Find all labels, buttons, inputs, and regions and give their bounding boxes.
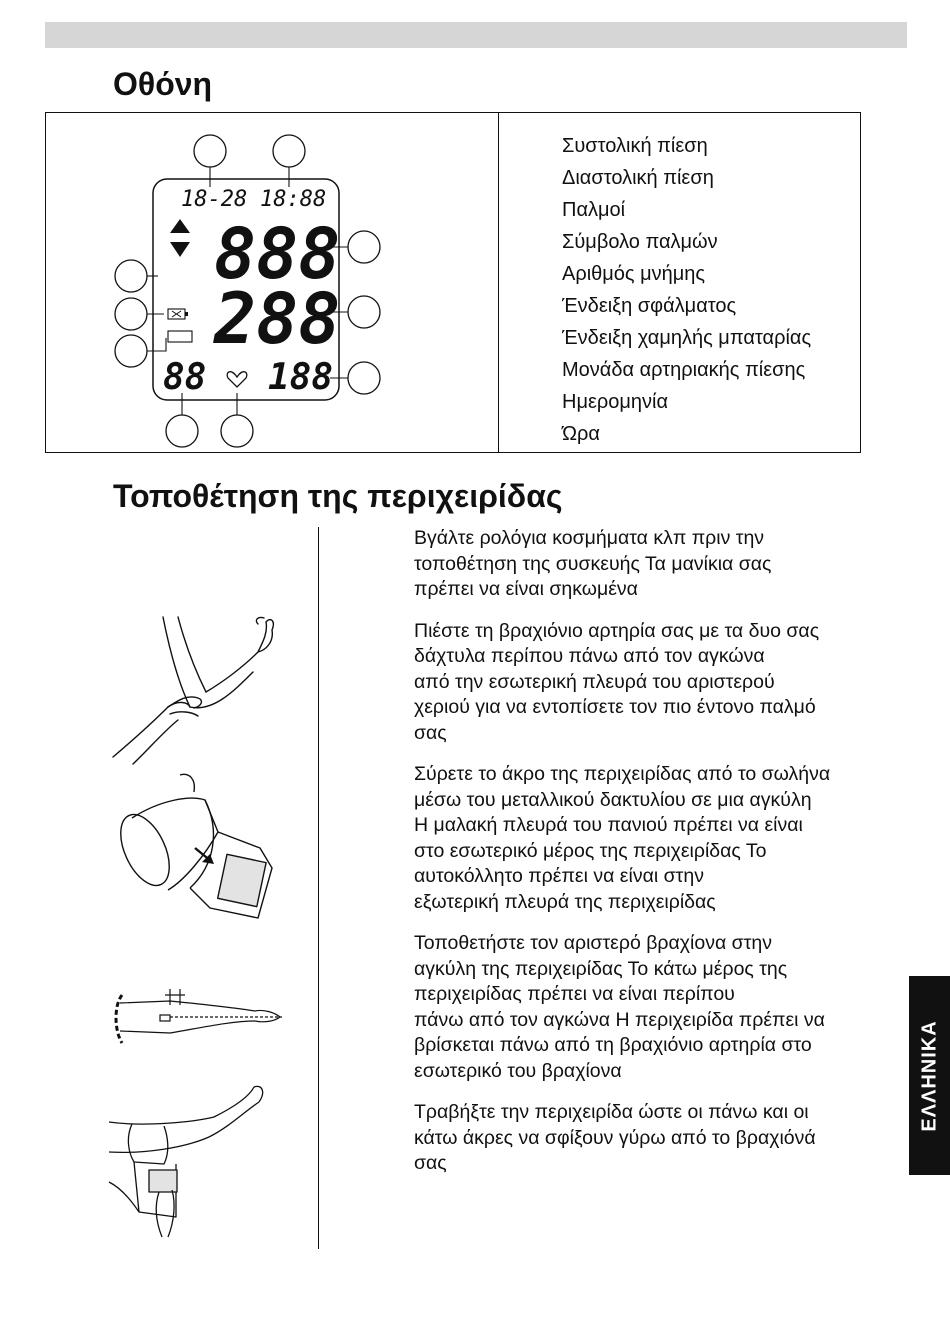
instruction-step: Τοποθετήστε τον αριστερό βραχίονα στην αγκύλη της περιχειρίδας Το κάτω μέρος της περιχειρίδας πρέπει να είναι περίπου πάνω από τον αγκώνα Η περιχειρίδα πρέπει να βρίσκεται πάνω από τη βραχιόνιο αρτηρία στο εσωτερικό του βραχίονα: [414, 932, 825, 1082]
instruction-step: Τραβήξτε την περιχειρίδα ώστε οι πάνω και οι κάτω άκρες να σφίξουν γύρω από το βραχιόνά σας: [414, 1101, 816, 1174]
legend-item: Ένδειξη χαμηλής μπαταρίας: [562, 327, 812, 349]
callout-circle: [115, 335, 147, 367]
callout-circle: [221, 415, 253, 447]
legend-item: Σύμβολο παλμών: [562, 231, 718, 253]
language-tab-label: ΕΛΛΗΝΙΚΑ: [918, 1019, 940, 1132]
legend-item: Παλμοί: [562, 199, 626, 221]
callout-circle: [348, 231, 380, 263]
legend-item: Ένδειξη σφάλματος: [562, 295, 737, 317]
error-battery-icon: [168, 309, 188, 319]
callout-circle: [194, 135, 226, 167]
lcd-pulse-digits: 188: [268, 357, 334, 398]
lcd-systolic-digits: 888: [214, 213, 341, 295]
instruction-step: Βγάλτε ρολόγια κοσμήματα κλπ πριν την τοποθέτηση της συσκευής Τα μανίκια σας πρέπει να είναι σηκωμένα: [414, 527, 772, 600]
column-divider: [318, 527, 319, 1249]
section-title-cuff: Τοποθέτηση της περιχειρίδας: [113, 478, 563, 514]
down-arrow-icon: [170, 242, 190, 257]
cuff-ring-illustration: [110, 770, 290, 920]
callout-circle: [348, 362, 380, 394]
callout-circle: [115, 260, 147, 292]
instruction-step: Πιέστε τη βραχιόνιο αρτηρία σας με τα δυο σας δάχτυλα περίπου πάνω από τον αγκώνα από την εσωτερική πλευρά του αριστερού χεριού για να εντοπίσετε τον πιο έντονο παλμό σας: [414, 619, 820, 744]
lcd-date-digits: 18-28: [181, 187, 248, 212]
lcd-time-digits: 18:88: [260, 187, 327, 212]
header-bar: [45, 22, 907, 48]
callout-circle: [115, 298, 147, 330]
cuff-position-illustration: [110, 985, 290, 1050]
callout-circle: [273, 135, 305, 167]
legend-item: Αριθμός μνήμης: [562, 263, 706, 285]
low-battery-icon: [168, 331, 192, 342]
lcd-diagram: [46, 113, 498, 451]
display-legend: [562, 130, 811, 450]
up-arrow-icon: [170, 219, 190, 233]
lcd-memory-digits: 88: [163, 357, 207, 398]
instruction-step: Σύρετε το άκρο της περιχειρίδας από το σωλήνα μέσω του μεταλλικού δακτυλίου σε μια αγκύλη Η μαλακή πλευρά του πανιού πρέπει να είναι στο εσωτερικό μέρος της περιχειρίδας Το αυτοκόλλητο πρέπει να είναι στην εξωτερική πλευρά της περιχειρίδας: [414, 763, 831, 913]
arm-pulse-illustration: [108, 612, 283, 772]
callout-circle: [348, 296, 380, 328]
callout-circle: [166, 415, 198, 447]
legend-item: Μονάδα αρτηριακής πίεσης: [562, 359, 806, 381]
cuff-tighten-illustration: [104, 1082, 279, 1242]
heart-icon: [227, 372, 247, 387]
display-box-divider: [498, 113, 499, 452]
language-tab: [909, 976, 950, 1175]
legend-item: Ώρα: [562, 423, 600, 445]
legend-item: Συστολική πίεση: [562, 135, 708, 157]
legend-item: Ημερομηνία: [562, 391, 669, 413]
cuff-instructions: [414, 526, 894, 1193]
section-title-display: Οθόνη: [113, 66, 213, 102]
lcd-diastolic-digits: 288: [214, 278, 341, 360]
legend-item: Διαστολική πίεση: [562, 167, 714, 189]
display-diagram-box: [45, 112, 861, 453]
